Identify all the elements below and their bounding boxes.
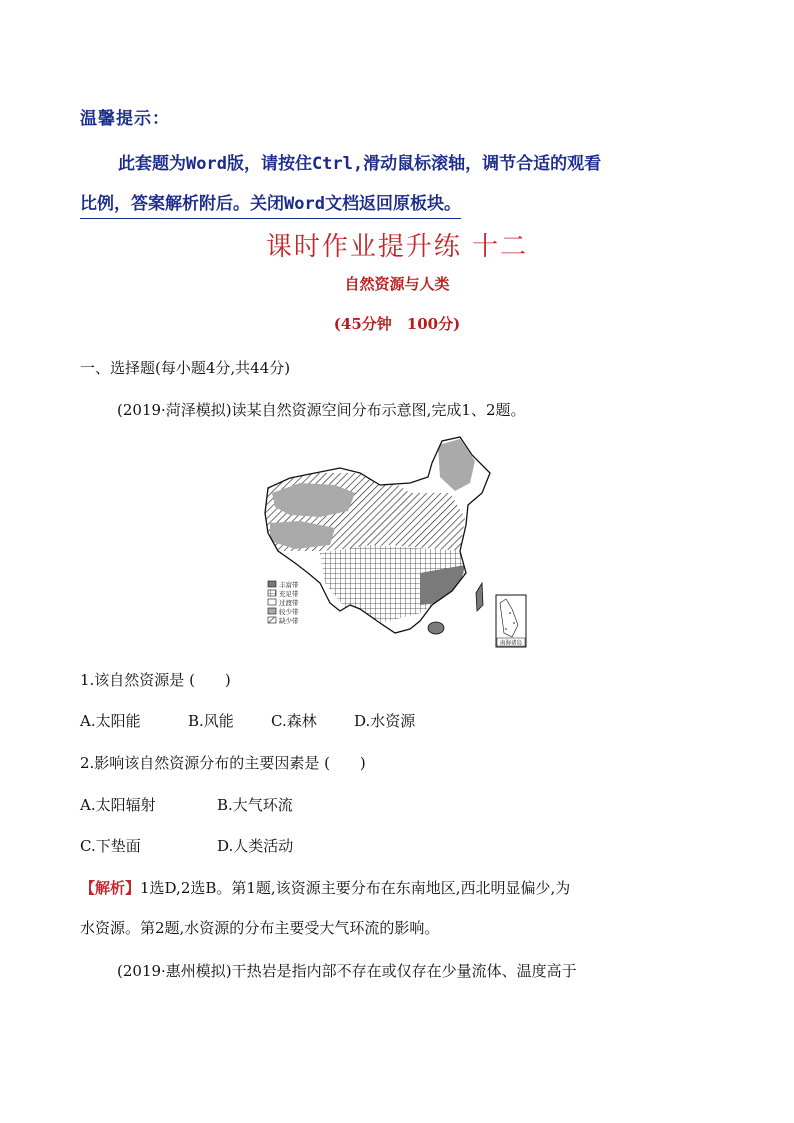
q2-option-d: D.人类活动	[217, 837, 294, 855]
tip-body	[80, 144, 725, 224]
q2-option-b: B.大气环流	[217, 796, 293, 814]
legend-label-4: 缺少带	[279, 617, 299, 625]
section-heading: 一、选择题(每小题4分,共44分)	[80, 359, 291, 377]
q1-option-b: B.风能	[188, 712, 234, 730]
analysis-line-1	[80, 877, 570, 899]
tip-line-1: 此套题为Word版，请按住Ctrl,滑动鼠标滚轴，调节合适的观看	[118, 154, 602, 174]
south-china-sea-inset	[496, 595, 526, 647]
legend-label-2: 过渡带	[279, 599, 299, 607]
legend-label-3: 较少带	[279, 608, 299, 616]
analysis-tag: 【解析】	[80, 879, 141, 897]
question-intro: (2019·菏泽模拟)读某自然资源空间分布示意图,完成1、2题。	[117, 401, 526, 419]
page-title: 课时作业提升练 十二	[265, 232, 529, 262]
map-legend	[268, 580, 299, 625]
legend-label-0: 丰富带	[279, 581, 299, 589]
question-2-stem: 2.影响该自然资源分布的主要因素是 ( )	[80, 754, 366, 772]
analysis-line-2: 水资源。第2题,水资源的分布主要受大气环流的影响。	[80, 919, 440, 937]
q1-option-d: D.水资源	[354, 712, 416, 730]
tip-line-2: 比例，答案解析附后。关闭Word文档返回原板块。	[80, 190, 461, 219]
tip-title: 温馨提示：	[80, 109, 170, 129]
page-subtitle: 自然资源与人类	[344, 275, 450, 293]
q2-option-a: A.太阳辐射	[80, 796, 156, 814]
time-score: (45分钟 100分)	[333, 315, 461, 333]
resource-distribution-map	[260, 433, 530, 655]
inset-label: 南海诸岛	[499, 640, 523, 647]
next-question-intro: (2019·惠州模拟)干热岩是指内部不存在或仅存在少量流体、温度高于	[117, 962, 577, 980]
analysis-text-1: 1选D,2选B。第1题,该资源主要分布在东南地区,西北明显偏少,为	[140, 879, 571, 897]
question-1-stem: 1.该自然资源是 ( )	[80, 671, 231, 689]
q1-option-a: A.太阳能	[80, 712, 141, 730]
q2-option-c: C.下垫面	[80, 837, 141, 855]
legend-label-1: 充足带	[279, 590, 299, 598]
q1-option-c: C.森林	[271, 712, 317, 730]
